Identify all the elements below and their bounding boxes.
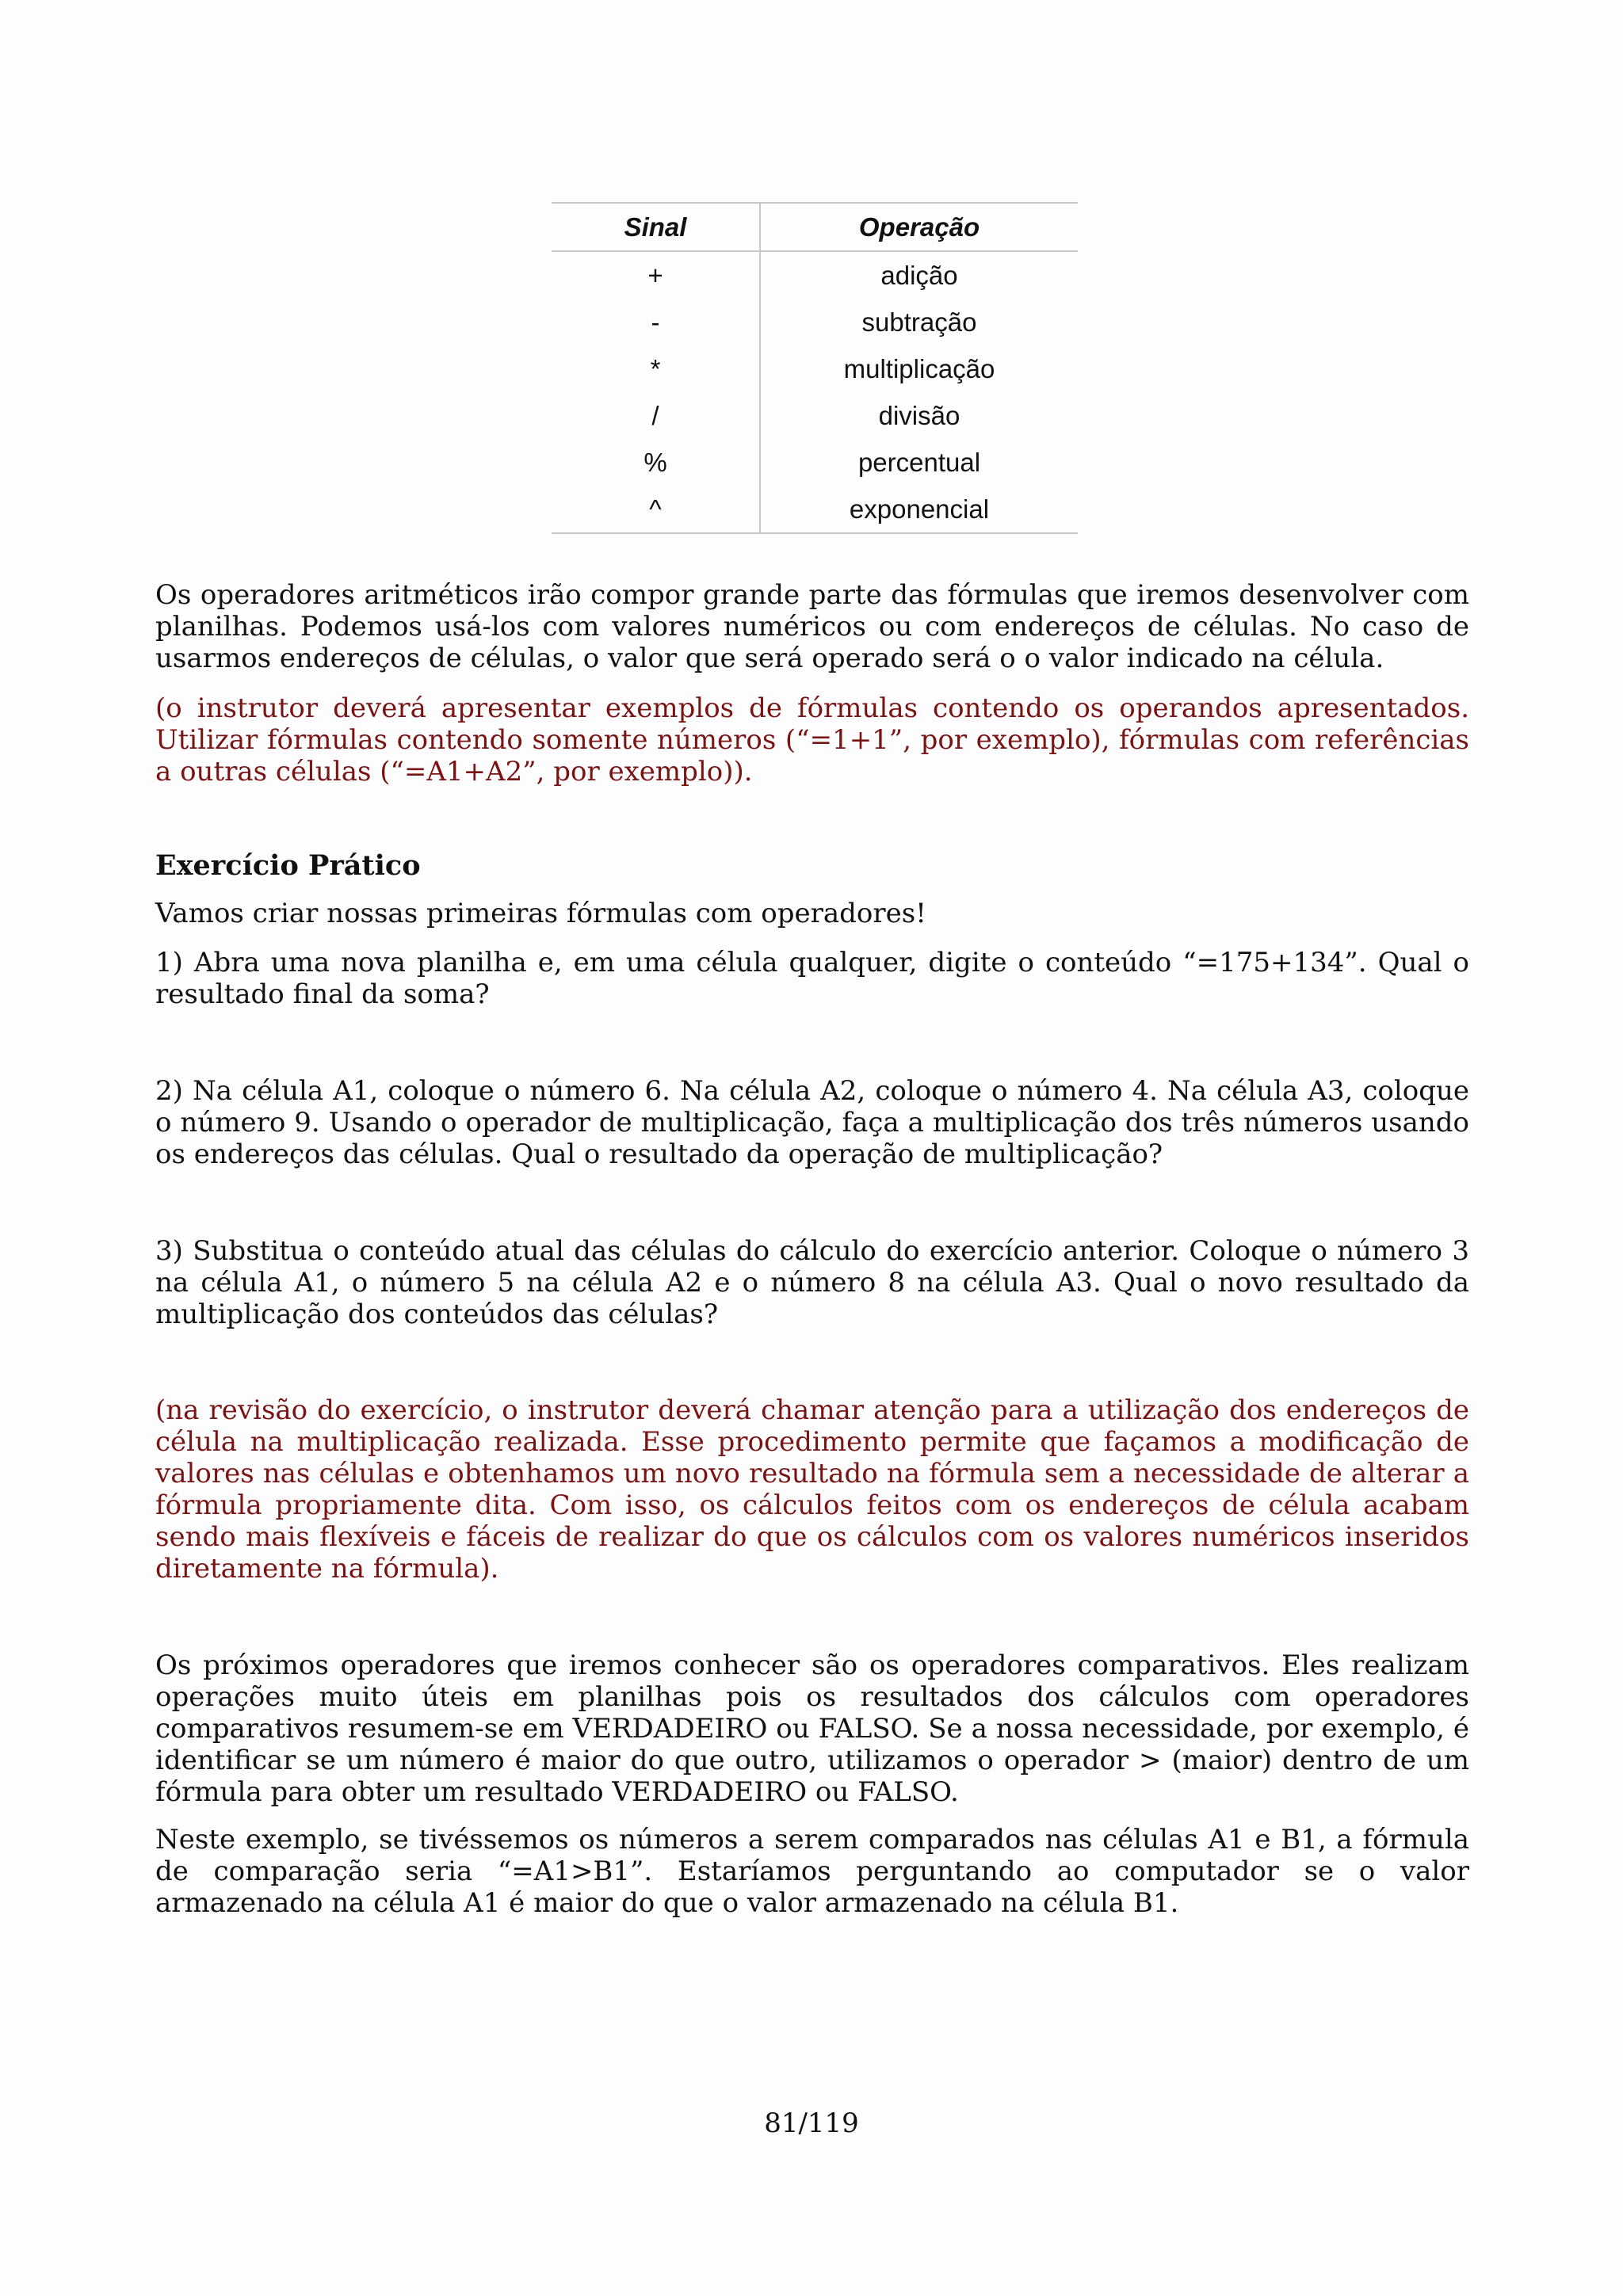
arithmetic-intro-paragraph: Os operadores aritméticos irão compor grande parte das fórmulas que iremos desenvolver com planilhas. Podemos usá-los com valores numéricos ou com endereços de células. No caso de usarmos endereços de células, o valor que será operado será o o valor indicado na célula. — [155, 579, 1469, 674]
table-row — [552, 345, 1078, 392]
comparison-example-paragraph: Neste exemplo, se tivéssemos os números a serem comparados nas células A1 e B1, a fórmula de comparação seria “=A1>B1”. Estaríamos perguntando ao computador se o valor armazenado na célula A1 é maior do que o valor armazenado na célula B1. — [155, 1824, 1469, 1919]
exercise-2-paragraph: 2) Na célula A1, coloque o número 6. Na célula A2, coloque o número 4. Na célula A3, coloque o número 9. Usando o operador de multiplicação, faça a multiplicação dos três números usando os endereços das células. Qual o resultado da operação de multiplicação? — [155, 1075, 1469, 1170]
table-row — [552, 251, 1078, 299]
exercise-1-paragraph: 1) Abra uma nova planilha e, em uma célula qualquer, digite o conteúdo “=175+134”. Qual o resultado final da soma? — [155, 947, 1469, 1010]
operation-cell: subtração — [861, 307, 977, 337]
page-number: 81/119 — [764, 2107, 859, 2139]
table-header-row — [552, 203, 1078, 251]
sign-cell: ^ — [552, 486, 760, 533]
operation-cell: divisão — [878, 401, 960, 430]
operation-cell: percentual — [857, 448, 981, 477]
table-row — [552, 486, 1078, 533]
comparison-intro-paragraph: Os próximos operadores que iremos conhecer são os operadores comparativos. Eles realizam operações muito úteis em planilhas pois os resultados dos cálculos com operadores comparativos resumem-se em VERDADEIRO ou FALSO. Se a nossa necessidade, por exemplo, é identificar se um número é maior do que outro, utilizamos o operador > (maior) dentro de um fórmula para obter um resultado VERDADEIRO ou FALSO. — [155, 1650, 1469, 1808]
sign-cell: + — [552, 251, 760, 299]
exercise-intro-paragraph: Vamos criar nossas primeiras fórmulas com operadores! — [155, 898, 926, 929]
sign-cell: % — [552, 439, 760, 486]
sign-cell: * — [552, 345, 760, 392]
table-row — [552, 439, 1078, 486]
header-sign: Sinal — [552, 203, 760, 251]
exercise-3-paragraph: 3) Substitua o conteúdo atual das células do cálculo do exercício anterior. Coloque o número 3 na célula A1, o número 5 na célula A2 e o número 8 na célula A3. Qual o novo resultado da multiplicação dos conteúdos das células? — [155, 1235, 1469, 1330]
operators-table — [552, 202, 1078, 534]
sign-cell: / — [552, 392, 760, 439]
operation-cell: adição — [880, 261, 958, 290]
table-row — [552, 392, 1078, 439]
exercise-heading: Exercício Prático — [155, 849, 421, 882]
instructor-note-paragraph: (o instrutor deverá apresentar exemplos de fórmulas contendo os operandos apresentados. Utilizar fórmulas contendo somente números (“=1+1”, por exemplo), fórmulas com referências a outras células (“=A1+A2”, por exemplo)). — [155, 692, 1469, 788]
instructor-review-note-paragraph: (na revisão do exercício, o instrutor deverá chamar atenção para a utilização dos endereços de célula na multiplicação realizada. Esse procedimento permite que façamos a modificação de valores nas células e obtenhamos um novo resultado na fórmula sem a necessidade de alterar a fórmula propriamente dita. Com isso, os cálculos feitos com os endereços de célula acabam sendo mais flexíveis e fáceis de realizar do que os cálculos com os valores numéricos inseridos diretamente na fórmula). — [155, 1394, 1469, 1585]
sign-cell: - — [552, 299, 760, 345]
table-row — [552, 299, 1078, 345]
header-operation: Operação — [858, 212, 980, 242]
operation-cell: multiplicação — [843, 354, 995, 383]
operation-cell: exponencial — [849, 494, 990, 524]
